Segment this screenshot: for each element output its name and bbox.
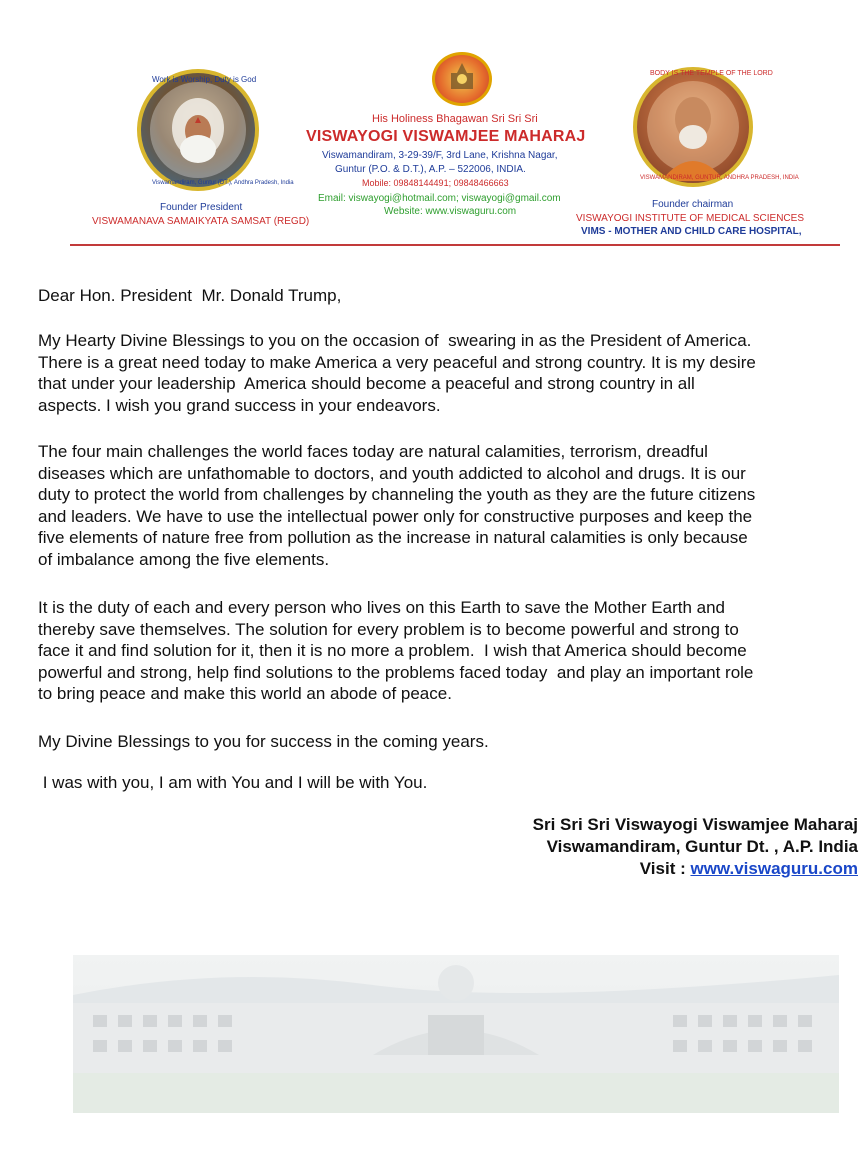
honorific: His Holiness Bhagawan Sri Sri Sri (372, 113, 538, 125)
left-ring-text: Viswamandiram, Guntur (DT.), Andhra Pradesh, India (152, 180, 294, 186)
email-addresses: Email: viswayogi@hotmail.com; viswayogi@gmail.com (318, 193, 561, 204)
signature-name: Sri Sri Sri Viswayogi Viswamjee Maharaj (532, 815, 858, 834)
signature-visit (640, 859, 858, 879)
visit-label: Visit : (639, 859, 691, 878)
website-link[interactable]: www.viswaguru.com (690, 859, 858, 878)
paragraph-1: My Hearty Divine Blessings to you on the occasion of swearing in as the President of America. There is a great need today to make America a very peaceful and strong country. It is my desire that under your leadership America should become a peaceful and strong country in all aspects. I wish you grand success in your endeavors. (38, 331, 756, 415)
right-motto: BODY IS THE TEMPLE OF THE LORD (650, 70, 773, 77)
salutation: Dear Hon. President Mr. Donald Trump, (38, 286, 342, 305)
letterhead-name: VISWAYOGI VISWAMJEE MAHARAJ (306, 128, 586, 145)
left-organization: VISWAMANAVA SAMAIKYATA SAMSAT (REGD) (92, 216, 310, 227)
website: Website: www.viswaguru.com (384, 206, 517, 217)
left-motto: Work is Worship, Duty is God (152, 75, 257, 84)
address-line-2: Guntur (P.O. & D.T.), A.P. – 522006, INDIA. (335, 164, 526, 175)
paragraph-4: My Divine Blessings to you for success in the coming years. (38, 732, 489, 751)
letterhead-divider (70, 244, 840, 246)
right-hospital: VIMS - MOTHER AND CHILD CARE HOSPITAL, (581, 226, 802, 237)
temple-emblem-icon (432, 52, 492, 106)
right-role: Founder chairman (652, 199, 734, 210)
signature-place: Viswamandiram, Guntur Dt. , A.P. India (546, 837, 858, 856)
left-founder-portrait (137, 69, 259, 191)
right-ring-text: VISWAMANDIRAM, GUNTUR, ANDHRA PRADESH, INDIA (640, 175, 799, 181)
paragraph-3: It is the duty of each and every person who lives on this Earth to save the Mother Earth and thereby save themselves. The solution for every problem is to become powerful and strong to face it and find solution for it, then it is no more a problem. I wish that America should become powerful and strong, help find solutions to the problems faced today and play an important role to bring peace and make this world an abode of peace. (38, 598, 754, 704)
paragraph-2: The four main challenges the world faces today are natural calamities, terrorism, dreadful diseases which are unfathomable to doctors, and youth addicted to alcohol and drugs. It is our duty to protect the world from challenges by channeling the youth as they are the future citizens and leaders. We have to use the intellectual power only for constructive purposes and keep the five elements of nature free from pollution as the increase in natural calamities is only because of imbalance among the five elements. (38, 442, 756, 569)
right-founder-portrait (633, 67, 753, 187)
right-organization: VISWAYOGI INSTITUTE OF MEDICAL SCIENCES (576, 213, 804, 224)
mobile-numbers: Mobile: 09848144491; 09848466663 (362, 178, 509, 188)
address-line-1: Viswamandiram, 3-29-39/F, 3rd Lane, Krishna Nagar, (322, 150, 558, 161)
faded-building-campus-photo (73, 955, 839, 1113)
left-role: Founder President (160, 202, 243, 213)
paragraph-5: I was with you, I am with You and I will be with You. (38, 773, 428, 792)
